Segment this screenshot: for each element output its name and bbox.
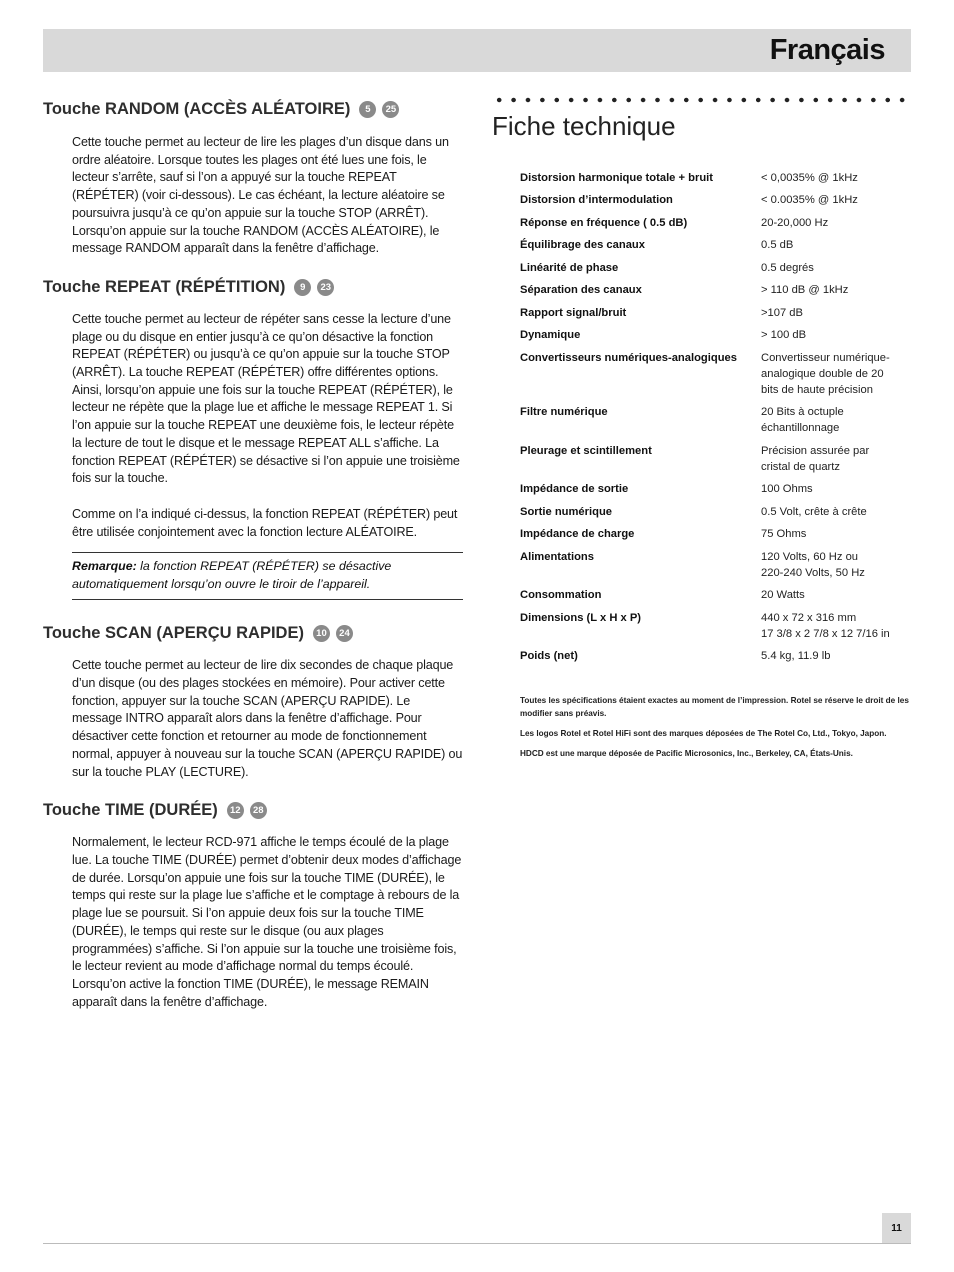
specs-title: Fiche technique xyxy=(492,111,676,141)
section-body-scan: Cette touche permet au lecteur de lire dix secondes de chaque plaque d’un disque (ou des plages stockées en mémoire). Pour activer cette fonction, appuyer sur la touche SCAN (APERÇU RAPIDE). Le message INTRO apparaît alors dans la fenêtre d’affichage. Pour désactiver cette fonction et retourner au mode de fonctionnement normal, appuyer à nouveau sur la touche SCAN (APERÇU RAPIDE) ou sur la touche PLAY (LECTURE). xyxy=(72,658,463,779)
spec-label: Distorsion harmonique totale + bruit xyxy=(520,172,714,184)
left-column xyxy=(43,100,463,1011)
note-box xyxy=(72,552,463,600)
spec-value: 75 Ohms xyxy=(761,528,807,540)
page-title: Français xyxy=(769,34,885,66)
right-column xyxy=(492,96,912,142)
spec-value: > 100 dB xyxy=(761,329,807,341)
spec-value: 100 Ohms xyxy=(761,483,813,495)
note-text: la fonction REPEAT (RÉPÉTER) se désactive automatiquement lorsqu’on ouvre le tiroir de l’appareil. xyxy=(72,559,392,591)
section-heading-random xyxy=(43,100,463,119)
spec-label: Impédance de charge xyxy=(520,528,635,540)
spec-label: Réponse en fréquence ( 0.5 dB) xyxy=(520,217,688,229)
spec-label: Dynamique xyxy=(520,329,581,341)
spec-value: 0.5 degrés xyxy=(761,262,814,274)
reference-badge: 25 xyxy=(382,101,399,118)
spec-label: Dimensions (L x H x P) xyxy=(520,612,642,624)
section-title: Touche SCAN (APERÇU RAPIDE) xyxy=(43,624,304,643)
spec-value: Précision assurée par cristal de quartz xyxy=(761,445,870,473)
spec-label: Équilibrage des canaux xyxy=(520,239,645,251)
spec-label: Poids (net) xyxy=(520,650,578,662)
spec-value: 0.5 dB xyxy=(761,239,794,251)
section-heading-time xyxy=(43,801,463,820)
spec-value: 20 Bits à octuple échantillonnage xyxy=(761,406,844,434)
spec-value: 20 Watts xyxy=(761,589,805,601)
spec-value: 5.4 kg, 11.9 lb xyxy=(761,650,831,662)
spec-value: < 0,0035% @ 1kHz xyxy=(761,172,858,184)
spec-label: Impédance de sortie xyxy=(520,483,629,495)
spec-label: Filtre numérique xyxy=(520,406,608,418)
spec-label: Pleurage et scintillement xyxy=(520,445,652,457)
spec-footnote: Toutes les spécifications étaient exactes au moment de l’impression. Rotel se réserve le droit de les modifier sans préavis. xyxy=(520,696,909,718)
spec-label: Consommation xyxy=(520,589,602,601)
spec-value: 440 x 72 x 316 mm 17 3/8 x 2 7/8 x 12 7/16 in xyxy=(761,612,890,640)
section-body-repeat: Cette touche permet au lecteur de répéter sans cesse la lecture d’une plage ou du disque en entier jusqu’à ce qu’on désactive la fonction REPEAT (RÉPÉTER) ou jusqu’à ce qu’on appuie sur la touche STOP (ARRÊT). La touche REPEAT (RÉPÉTER) offre différentes options. Ainsi, lorsqu’on appuie une fois sur la touche REPEAT (RÉPÉTER), le lecteur ne répète que la plage lue et affiche le message REPEAT 1. Si l’on appuie sur la touche REPEAT une deuxième fois, le lecteur répète la lecture de tout le disque et le message REPEAT ALL s’affiche. La fonction REPEAT (RÉPÉTER) se désactive si l’on appuie une troisième fois sur la touche. xyxy=(72,311,460,486)
reference-badge: 12 xyxy=(227,802,244,819)
spec-footnote: Les logos Rotel et Rotel HiFi sont des marques déposées de The Rotel Co, Ltd., Tokyo, Japon. xyxy=(520,729,887,738)
section-title: Touche RANDOM (ACCÈS ALÉATOIRE) xyxy=(43,100,351,118)
spec-label: Sortie numérique xyxy=(520,506,613,518)
section-body-random: Cette touche permet au lecteur de lire les plages d’un disque dans un ordre aléatoire. Lorsque toutes les plages ont été lues une fois, le lecteur s’arrête, sauf si l’on a appuyé sur la touche REPEAT (RÉPÉTER) (voir ci-dessous). Le cas échéant, la lecture aléatoire se poursuivra jusqu’à ce qu’on appuie sur la touche STOP (ARRÊT). Lorsqu’on appuie sur la touche RANDOM (ACCÈS ALÉATOIRE), le message RANDOM apparaît dans la fenêtre d’affichage. xyxy=(72,135,449,256)
section-body-repeat-2: Comme on l’a indiqué ci-dessus, la fonction REPEAT (RÉPÉTER) peut être utilisée conjointement avec la fonction lecture ALÉATOIRE. xyxy=(72,506,458,539)
spec-label: Convertisseurs numériques-analogiques xyxy=(520,352,737,364)
spec-label: Rapport signal/bruit xyxy=(520,307,627,319)
bottom-rule xyxy=(43,1243,911,1244)
spec-label: Linéarité de phase xyxy=(520,262,619,274)
spec-footnote: HDCD est une marque déposée de Pacific Microsonics, Inc., Berkeley, CA, États-Unis. xyxy=(520,749,853,758)
header-bar xyxy=(43,29,911,72)
page-number: 11 xyxy=(882,1213,911,1243)
section-title: Touche REPEAT (RÉPÉTITION) xyxy=(43,277,286,296)
spec-value: 120 Volts, 60 Hz ou 220-240 Volts, 50 Hz xyxy=(761,551,865,579)
reference-badge: 28 xyxy=(250,802,267,819)
spec-value: 20-20,000 Hz xyxy=(761,217,829,229)
spec-value: Convertisseur numérique- analogique double de 20 bits de haute précision xyxy=(761,352,890,396)
dotted-rule xyxy=(492,96,910,104)
section-title: Touche TIME (DURÉE) xyxy=(43,801,218,820)
reference-badge: 9 xyxy=(294,279,311,296)
spec-value: 0.5 Volt, crête à crête xyxy=(761,506,867,518)
spec-value: >107 dB xyxy=(761,307,803,319)
reference-badge: 5 xyxy=(359,101,376,118)
note-label: Remarque: xyxy=(72,559,137,574)
reference-badge: 23 xyxy=(317,279,334,296)
spec-value: < 0.0035% @ 1kHz xyxy=(761,194,858,206)
reference-badge: 24 xyxy=(336,625,353,642)
spec-label: Séparation des canaux xyxy=(520,284,642,296)
spec-value: > 110 dB @ 1kHz xyxy=(761,284,849,296)
reference-badge: 10 xyxy=(313,625,330,642)
spec-label: Distorsion d’intermodulation xyxy=(520,194,673,206)
section-heading-scan xyxy=(43,624,463,643)
section-body-time: Normalement, le lecteur RCD-971 affiche le temps écoulé de la plage lue. La touche TIME (DURÉE) permet d’obtenir deux modes d’affichage de durée. Lorsqu’on appuie une fois sur la touche TIME (DURÉE), le temps qui reste sur la plage lue s’affiche et le comptage à rebours de la plage lue se poursuit. Si l’on appuie deux fois sur la touche TIME (DURÉE), le temps qui reste sur le disque (ou aux plages programmées) s’affiche. Si l’on appuie sur la touche une troisième fois, le lecteur revient au mode d’affichage normal du temps écoulé. Lorsqu’on active la fonction TIME (DURÉE), le message REMAIN apparaît dans la fenêtre d’affichage. xyxy=(72,835,462,1009)
section-heading-repeat xyxy=(43,278,463,297)
spec-label: Alimentations xyxy=(520,551,594,563)
